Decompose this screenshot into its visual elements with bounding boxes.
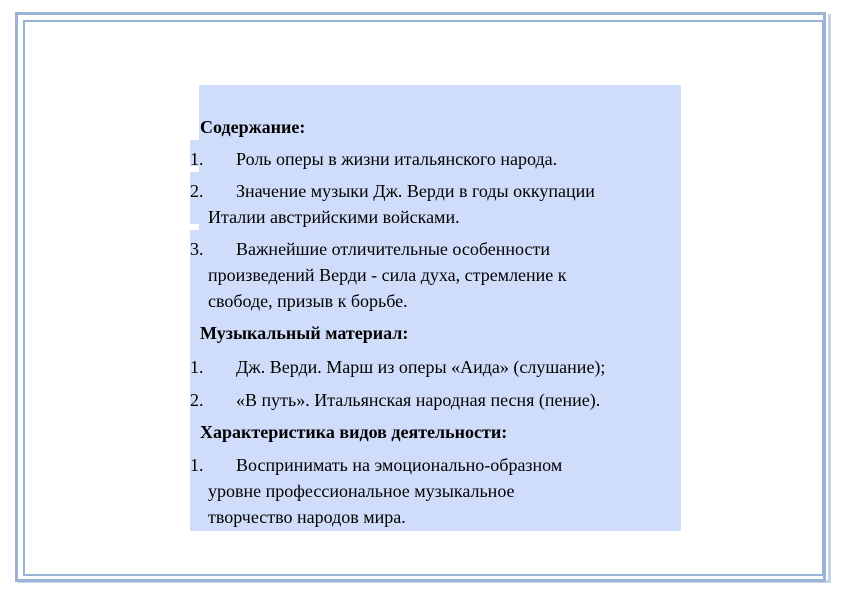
item-text: Дж. Верди. Марш из оперы «Аида» (слушание); [236,357,606,377]
panel-background-notch [190,230,199,531]
item-text: Воспринимать на эмоционально-образном [236,455,563,475]
item-text-continuation: творчество народов мира. [208,507,406,527]
item-text: Значение музыки Дж. Верди в годы оккупации [236,181,595,201]
item-number: 2. [190,181,204,201]
item-text-continuation: произведений Верди - сила духа, стремление к [208,265,567,285]
item-number: 1. [190,455,204,475]
section-heading-content: Содержание: [200,117,306,137]
item-number: 2. [190,390,204,410]
item-text-continuation: уровне профессиональное музыкальное [208,481,515,501]
section-heading-music-material: Музыкальный материал: [200,323,409,343]
item-text-continuation: свободе, призыв к борьбе. [208,291,408,311]
lesson-content-panel [190,85,681,531]
item-number: 1. [190,357,204,377]
item-text: Важнейшие отличительные особенности [236,239,550,259]
item-text: Роль оперы в жизни итальянского народа. [236,149,558,169]
section-heading-activities: Характеристика видов деятельности: [200,422,508,442]
item-text-continuation: Италии австрийскими войсками. [208,207,460,227]
item-text: «В путь». Итальянская народная песня (пение). [236,390,601,410]
frame-shadow-right [828,14,831,582]
item-number: 1. [190,149,204,169]
item-number: 3. [190,239,204,259]
